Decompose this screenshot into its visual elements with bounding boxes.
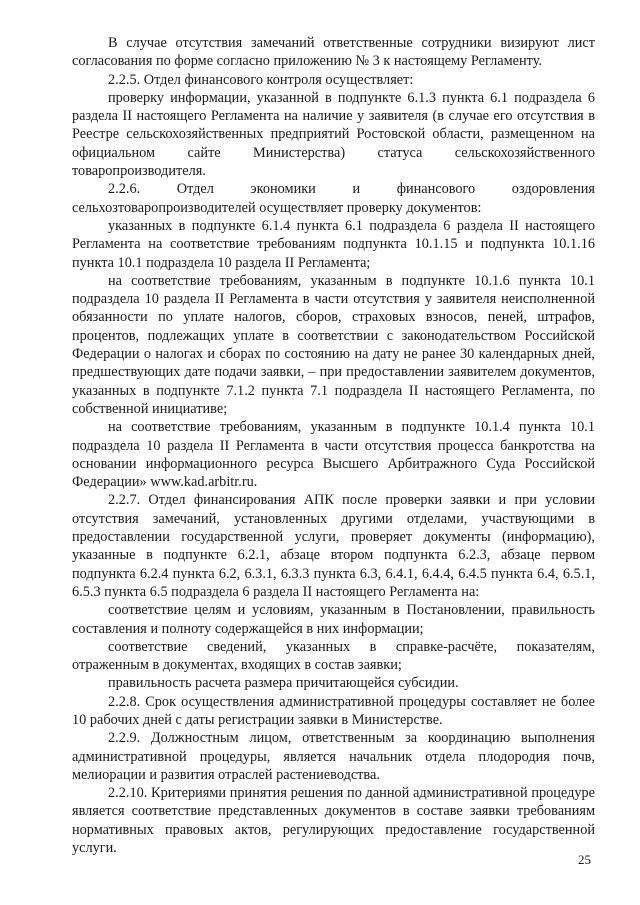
paragraph-2-2-8: 2.2.8. Срок осуществления административной процедуры составляет не более 10 рабочих дней с даты регистрации заявки в Министерстве. — [72, 693, 595, 728]
paragraph-check-bankruptcy: на соответствие требованиям, указанным в подпункте 10.1.4 пункта 10.1 подраздела 10 раздела II Регламента в части отсутствия процесса банкротства на основании информационного ресурса Высшего Арбитражного Суда Российской Федерации» www.kad.arbitr.ru. — [72, 419, 595, 491]
paragraph-purpose-compliance: соответствие целям и условиям, указанным в Постановлении, правильность составления и полноту содержащейся в них информации; — [72, 602, 595, 637]
document-body — [72, 34, 595, 857]
paragraph-approval-sheet: В случае отсутствия замечаний ответственные сотрудники визируют лист согласования по форме согласно приложению № 3 к настоящему Регламенту. — [72, 35, 595, 70]
paragraph-2-2-10: 2.2.10. Критериями принятия решения по данной административной процедуре является соответствие представленных документов в составе заявки требованиям нормативных правовых актов, регулирующих предоставление государственной услуги. — [72, 785, 595, 857]
paragraph-2-2-5: 2.2.5. Отдел финансового контроля осуществляет: — [108, 71, 414, 88]
paragraph-2-2-9: 2.2.9. Должностным лицом, ответственным за координацию выполнения административной процедуры, является начальник отдела плодородия почв, мелиорации и развития отраслей растениеводства. — [72, 730, 595, 783]
paragraph-check-tax-debt: на соответствие требованиям, указанным в подпункте 10.1.6 пункта 10.1 подраздела 10 раздела II Регламента в части отсутствия у заявителя неисполненной обязанности по уплате налогов, сборов, страховых взносов, пеней, штрафов, процентов, подлежащих уплате в соответствии с законодательством Российской Федерации о налогах и сборах по состоянию на дату не ранее 30 календарных дней, предшествующих дате подачи заявки, – при предоставлении заявителем документов, указанных в подпункте 7.1.2 пункта 7.1 подраздела II настоящего Регламента, по собственной инициативе; — [72, 272, 595, 417]
paragraph-2-2-7: 2.2.7. Отдел финансирования АПК после проверки заявки и при условии отсутствия замечаний, установленных другими отделами, участвующими в предоставлении государственной услуги, проверяет документы (информацию), указанные в подпункте 6.2.1, абзаце втором подпункта 6.2.3, абзаце первом подпункта 6.2.4 пункта 6.2, 6.3.1, 6.3.3 пункта 6.3, 6.4.1, 6.4.4, 6.4.5 пункта 6.4, 6.5.1, 6.5.3 пункта 6.5 подраздела 6 раздела II настоящего Регламента на: — [72, 492, 595, 600]
paragraph-check-6-1-4: указанных в подпункте 6.1.4 пункта 6.1 подраздела 6 раздела II настоящего Регламента на соответствие требованиям подпункта 10.1.15 и подпункта 10.1.16 пункта 10.1 подраздела 10 раздела II Регламента; — [72, 217, 595, 271]
page-number: 25 — [578, 852, 591, 867]
paragraph-2-2-6: 2.2.6. Отдел экономики и финансового оздоровления сельхозтоваропроизводителей осуществляет проверку документов: — [72, 181, 595, 216]
paragraph-check-producer-status: проверку информации, указанной в подпункте 6.1.3 пункта 6.1 подраздела 6 раздела II настоящего Регламента на наличие у заявителя (в случае его отсутствия в Реестре сельскохозяйственных предприятий Ростовской области, размещенном на официальном сайте Министерства) статуса сельскохозяйственного товаропроизводителя. — [72, 89, 595, 180]
paragraph-data-compliance: соответствие сведений, указанных в справке-расчёте, показателям, отраженным в документах, входящих в состав заявки; — [72, 638, 595, 674]
paragraph-subsidy-calculation: правильность расчета размера причитающейся субсидии. — [108, 675, 459, 692]
